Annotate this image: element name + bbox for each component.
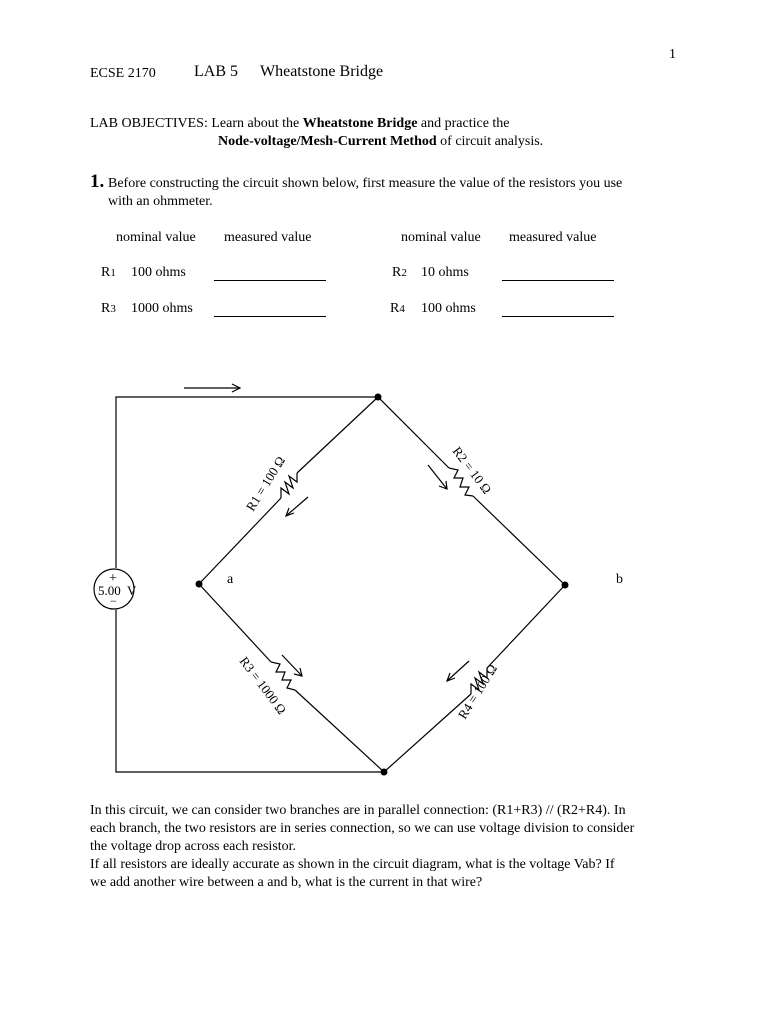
r3-label: R3 = 1000 Ω bbox=[236, 653, 290, 718]
page-number: 1 bbox=[669, 47, 676, 62]
paragraph-line-5: we add another wire between a and b, what is the current in that wire? bbox=[90, 875, 483, 890]
paragraph-line-2: each branch, the two resistors are in series connection, so we can use voltage division to consider bbox=[90, 821, 635, 836]
header-measured-right: measured value bbox=[509, 230, 597, 245]
r4-name: R4 bbox=[390, 301, 405, 316]
r3-resistor bbox=[271, 662, 295, 690]
r4-nominal: 100 ohms bbox=[421, 301, 476, 316]
question-line-1: Before constructing the circuit shown below, first measure the value of the resistors you use bbox=[108, 176, 623, 191]
header-nominal-right: nominal value bbox=[401, 230, 481, 245]
objectives-suffix: of circuit analysis. bbox=[436, 134, 544, 149]
objectives-mid: and practice the bbox=[417, 116, 510, 131]
r1-nominal: 100 ohms bbox=[131, 265, 186, 280]
source-unit: V bbox=[127, 583, 137, 598]
wire-bottom bbox=[116, 610, 384, 772]
wire-top bbox=[116, 397, 378, 568]
r1-name: R1 bbox=[101, 265, 116, 280]
source-minus: − bbox=[110, 594, 117, 608]
question-line-2: with an ohmmeter. bbox=[108, 194, 213, 209]
source-value: 5.00 bbox=[98, 583, 121, 598]
header-nominal-left: nominal value bbox=[116, 230, 196, 245]
node-a-label: a bbox=[227, 572, 234, 587]
node-a-dot bbox=[196, 581, 203, 588]
page-title: Wheatstone Bridge bbox=[260, 63, 384, 80]
current-arrow-r4 bbox=[447, 661, 469, 681]
header-measured-left: measured value bbox=[224, 230, 312, 245]
course-code: ECSE 2170 bbox=[90, 66, 156, 81]
r2-label: R2 = 10 Ω bbox=[449, 443, 495, 497]
lab-number: LAB 5 bbox=[194, 63, 238, 80]
r1-resistor bbox=[281, 473, 297, 498]
node-b-label: b bbox=[616, 572, 623, 587]
node-bottom bbox=[381, 769, 388, 776]
explanation-paragraph bbox=[90, 802, 690, 892]
paragraph-line-4: If all resistors are ideally accurate as shown in the circuit diagram, what is the voltage Vab? If bbox=[90, 857, 615, 872]
r3-name: R3 bbox=[101, 301, 116, 316]
r2-nominal: 10 ohms bbox=[421, 265, 469, 280]
r1-label: R1 = 100 Ω bbox=[242, 453, 289, 514]
r3-nominal: 1000 ohms bbox=[131, 301, 193, 316]
objectives-bold-method: Node-voltage/Mesh-Current Method bbox=[218, 134, 437, 149]
question-number: 1. bbox=[90, 171, 105, 192]
node-b-dot bbox=[562, 582, 569, 589]
r2-name: R2 bbox=[392, 265, 407, 280]
node-top bbox=[375, 394, 382, 401]
objectives-bold-wheatstone: Wheatstone Bridge bbox=[302, 116, 418, 131]
objectives-prefix: LAB OBJECTIVES: Learn about the bbox=[90, 116, 303, 131]
source-plus: + bbox=[109, 571, 117, 586]
paragraph-line-3: the voltage drop across each resistor. bbox=[90, 839, 297, 854]
current-arrow-r1 bbox=[286, 497, 308, 516]
paragraph-line-1: In this circuit, we can consider two branches are in parallel connection: (R1+R3) // (R2+R4). In bbox=[90, 803, 626, 818]
r4-label: R4 = 100 Ω bbox=[454, 661, 501, 722]
current-arrow-r2 bbox=[428, 465, 447, 489]
